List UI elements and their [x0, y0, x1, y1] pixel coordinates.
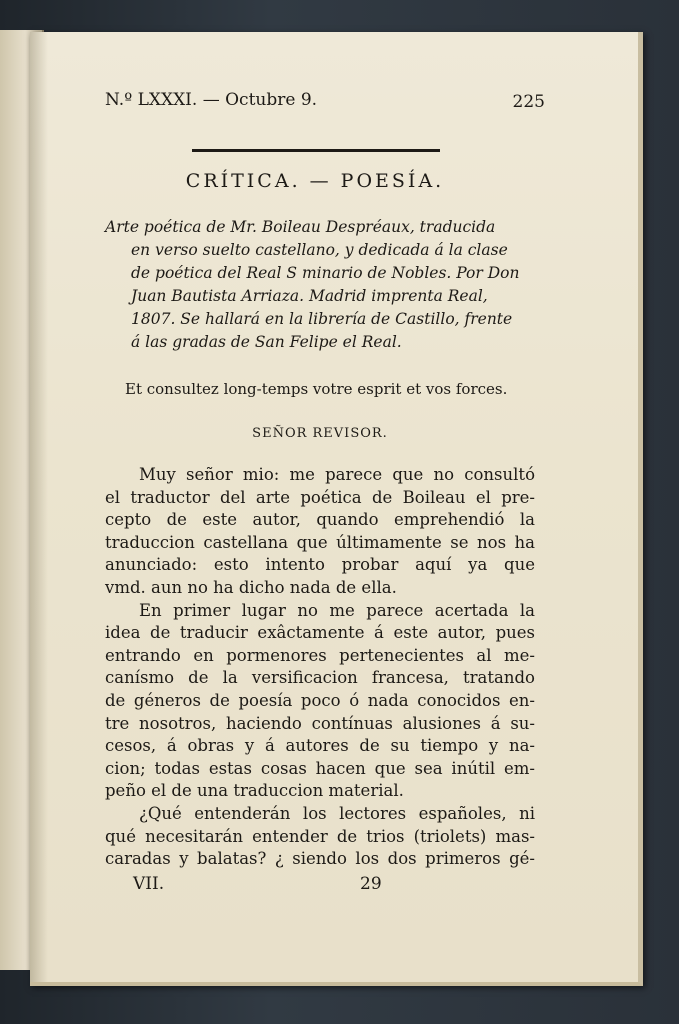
- title-rule: [192, 149, 440, 152]
- section-title: CRÍTICA. — POESÍA.: [185, 170, 445, 192]
- body-text: [105, 464, 535, 871]
- body-line: En primer lugar no me parece acertada la: [139, 600, 535, 620]
- epigraph: Et consultez long-temps votre esprit et vos forces.: [125, 380, 508, 398]
- body-line: peño el de una traduccion material.: [105, 781, 404, 801]
- body-line: de géneros de poesía poco ó nada conocidos en-: [105, 690, 535, 710]
- page-number: 225: [512, 92, 545, 112]
- bibliographic-reference: [105, 216, 535, 354]
- body-line: traduccion castellana que últimamente se nos ha: [105, 532, 535, 552]
- body-line: caradas y balatas? ¿ siendo los dos primeros gé-: [105, 849, 535, 869]
- running-header: [105, 90, 545, 116]
- body-line: entrando en pormenores pertenecientes al me-: [105, 645, 535, 665]
- reference-line: Juan Bautista Arriaza. Madrid imprenta Real,: [131, 287, 488, 305]
- gathering-folio: 29: [360, 874, 382, 894]
- page-footer: [105, 874, 535, 898]
- reference-line: en verso suelto castellano, y dedicada á la clase: [131, 241, 508, 259]
- reference-line: de poética del Real S minario de Nobles. Por Don: [131, 264, 520, 282]
- signature-mark: VII.: [133, 874, 165, 894]
- body-line: cion; todas estas cosas hacen que sea inútil em-: [105, 758, 535, 778]
- body-line: el traductor del arte poética de Boileau el pre-: [105, 487, 535, 507]
- body-line: ¿Qué entenderán los lectores españoles, ni: [139, 803, 535, 823]
- reference-line: 1807. Se hallará en la librería de Castillo, frente: [131, 310, 513, 328]
- body-line: canísmo de la versificacion francesa, tratando: [105, 668, 535, 688]
- reference-line: á las gradas de San Felipe el Real.: [131, 333, 402, 351]
- issue-line: N.º LXXXI. — Octubre 9.: [105, 90, 318, 110]
- body-line: cesos, á obras y á autores de su tiempo y na-: [105, 736, 535, 756]
- salutation: SEÑOR REVISOR.: [252, 426, 388, 441]
- reference-line: Arte poética de Mr. Boileau Despréaux, traducida: [105, 218, 496, 236]
- body-line: cepto de este autor, quando emprehendió la: [105, 510, 535, 530]
- body-line: tre nosotros, haciendo contínuas alusiones á su-: [105, 713, 535, 733]
- body-line: anunciado: esto intento probar aquí ya que: [105, 555, 535, 575]
- body-line: idea de traducir exâctamente á este autor, pues: [105, 623, 535, 643]
- right-page: [30, 32, 643, 986]
- body-line: Muy señor mio: me parece que no consultó: [139, 465, 535, 484]
- body-line: vmd. aun no ha dicho nada de ella.: [105, 577, 397, 597]
- body-line: qué necesitarán entender de trios (triolets) mas-: [105, 826, 535, 846]
